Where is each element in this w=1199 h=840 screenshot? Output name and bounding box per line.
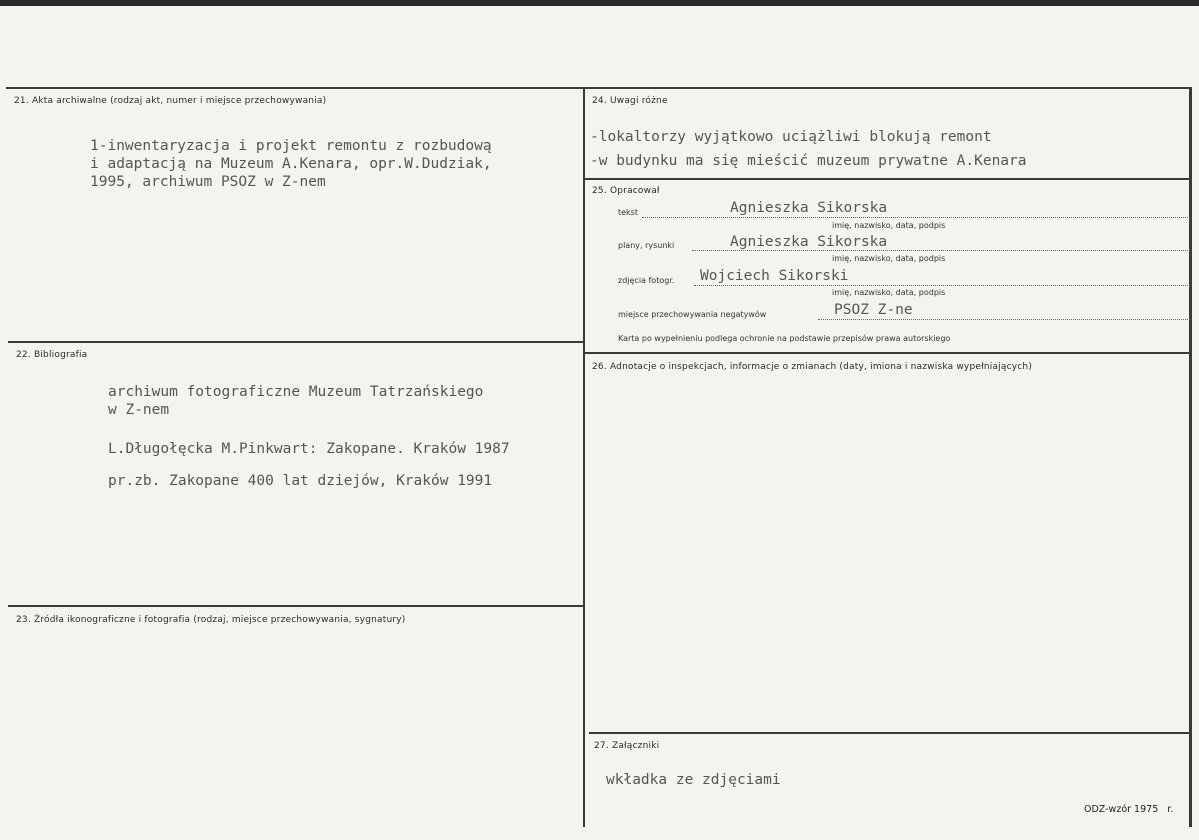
center-divider [583,87,585,827]
negatywy-dotted-line [818,319,1190,320]
tekst-dotted-line [642,217,1190,218]
section-21-line-1: 1-inwentaryzacja i projekt remontu z rozbudową [90,138,492,154]
attachments-value: wkładka ze zdjęciami [606,772,781,788]
divider-21-22 [8,341,584,343]
copyright-notice: Karta po wypełnieniu podlega ochronie na podstawie przepisów prawa autorskiego [618,334,951,343]
bibliography-line-4: pr.zb. Zakopane 400 lat dziejów, Kraków 1991 [108,473,493,489]
section-26-label: 26. Adnotacje o inspekcjach, informacje o zmianach (daty, imiona i nazwiska wypełniających) [592,362,1033,372]
divider-25-26 [585,352,1191,354]
plany-label: plany, rysunki [618,241,675,250]
form-number-text: ODZ-wzór 1975 [1084,804,1159,815]
zdjecia-caption: imię, nazwisko, data, podpis [832,288,946,297]
tekst-label: tekst [618,208,638,217]
zdjecia-label: zdjęcia fotogr. [618,276,675,285]
section-25-label: 25. Opracował [592,186,660,196]
zdjecia-value: Wojciech Sikorski [700,268,849,284]
divider-26-27 [589,732,1191,734]
section-21-label: 21. Akta archiwalne (rodzaj akt, numer i miejsce przechowywania) [14,96,327,106]
scan-top-edge [0,0,1199,6]
top-border [6,87,1192,89]
negatywy-label: miejsce przechowywania negatywów [618,310,767,319]
zdjecia-dotted-line [694,285,1190,286]
bibliography-line-3: L.Długołęcka M.Pinkwart: Zakopane. Kraków 1987 [108,441,510,457]
right-border [1189,87,1192,827]
plany-value: Agnieszka Sikorska [730,234,888,250]
section-21-line-3: 1995, archiwum PSOZ w Z-nem [90,174,326,190]
bibliography-line-2: w Z-nem [108,402,170,418]
remarks-line-1: -lokaltorzy wyjątkowo uciążliwi blokują remont [590,129,992,145]
divider-24-25 [585,178,1191,180]
section-21-line-2: i adaptacją na Muzeum A.Kenara, opr.W.Dudziak, [90,156,492,172]
negatywy-value: PSOZ Z-ne [834,302,913,318]
tekst-caption: imię, nazwisko, data, podpis [832,221,946,230]
plany-caption: imię, nazwisko, data, podpis [832,254,946,263]
divider-22-23 [8,605,584,607]
section-22-label: 22. Bibliografia [16,350,88,360]
remarks-line-2: -w budynku ma się mieścić muzeum prywatne A.Kenara [590,153,1027,169]
form-number-suffix: r. [1167,804,1174,815]
section-27-label: 27. Załączniki [594,741,660,751]
section-24-label: 24. Uwagi różne [592,96,668,106]
section-23-label: 23. Źródła ikonograficzne i fotografia (rodzaj, miejsce przechowywania, sygnatury) [16,615,406,625]
form-number [1084,804,1173,815]
bibliography-line-1: archiwum fotograficzne Muzeum Tatrzańskiego [108,384,484,400]
tekst-value: Agnieszka Sikorska [730,200,888,216]
